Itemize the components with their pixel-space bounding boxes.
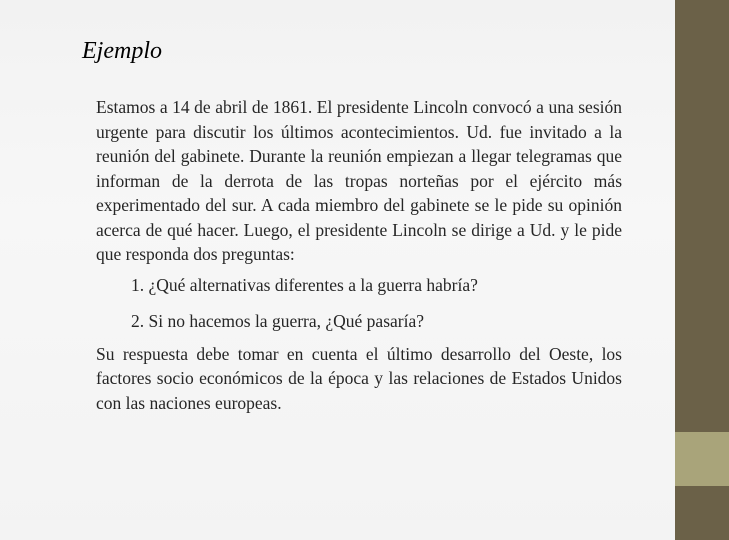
question-list [96,273,622,334]
closing-paragraph: Su respuesta debe tomar en cuenta el último desarrollo del Oeste, los factores socio económicos de la época y las relaciones de Estados Unidos con las naciones europeas. [96,343,622,413]
slide-title: Ejemplo [82,38,162,64]
slide-body [96,95,622,415]
question-item: 1. ¿Qué alternativas diferentes a la guerra habría? [131,274,478,295]
decorative-sidebar-accent [675,432,729,486]
intro-paragraph: Estamos a 14 de abril de 1861. El presidente Lincoln convocó a una sesión urgente para discutir los últimos acontecimientos. Ud. fue invitado a la reunión del gabinete. Durante la reunión empiezan a llegar telegramas que informan de la derrota de las tropas norteñas por el ejército más experimentado del sur. A cada miembro del gabinete se le pide su opinión acerca de qué hacer. Luego, el presidente Lincoln se dirige a Ud. y le pide que responda dos preguntas: [96,97,622,264]
question-item: 2. Si no hacemos la guerra, ¿Qué pasaría? [131,311,425,331]
